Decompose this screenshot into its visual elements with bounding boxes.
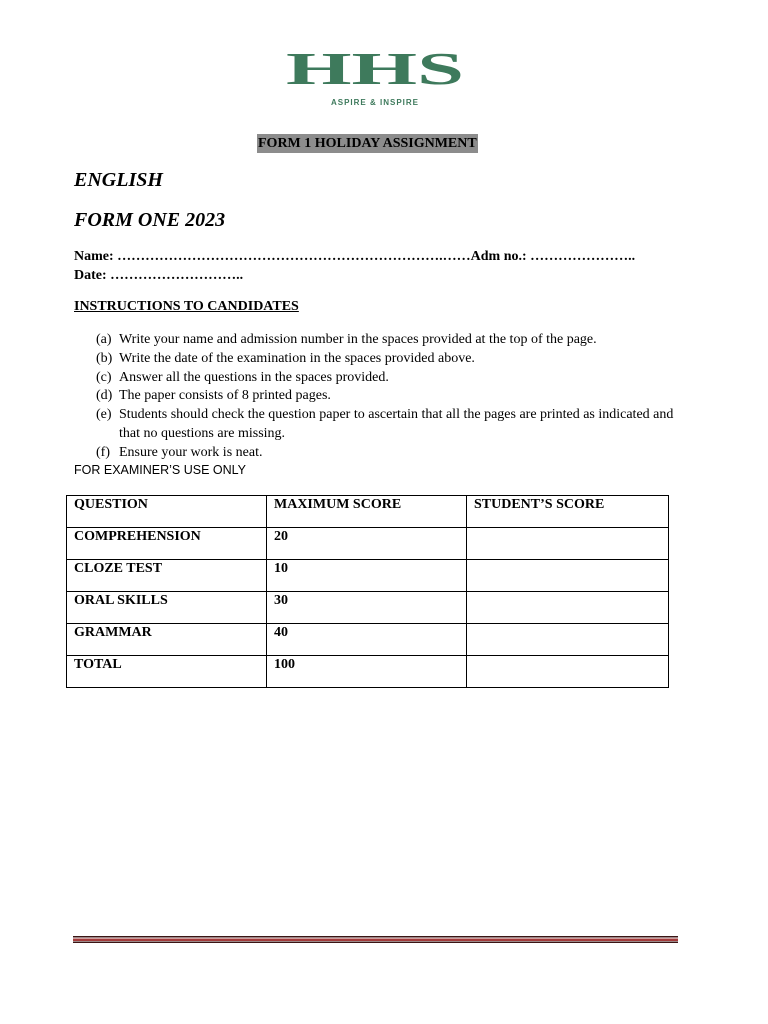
max-score-cell: 30 [267, 592, 467, 624]
instruction-text: Write your name and admission number in the spaces provided at the top of the page. [119, 332, 597, 347]
question-cell: TOTAL [67, 656, 267, 688]
assignment-banner: FORM 1 HOLIDAY ASSIGNMENT [258, 136, 477, 151]
footer-rule [73, 936, 678, 943]
logo-motto: ASPIRE & INSPIRE [330, 98, 420, 107]
instructions-list [96, 331, 676, 463]
table-header-row [67, 496, 669, 528]
header-cell: STUDENT’S SCORE [467, 496, 669, 528]
date-field: Date: ……………………….. [74, 268, 244, 283]
student-score-cell[interactable] [467, 560, 669, 592]
instruction-marker: (e) [96, 407, 112, 423]
instructions-heading: INSTRUCTIONS TO CANDIDATES [74, 299, 299, 314]
table-row [67, 656, 669, 688]
max-score-cell: 100 [267, 656, 467, 688]
footer-rule-dark [73, 936, 678, 938]
header-cell: MAXIMUM SCORE [267, 496, 467, 528]
instruction-text: Answer all the questions in the spaces provided. [119, 369, 389, 385]
question-cell: CLOZE TEST [67, 560, 267, 592]
instruction-marker: (a) [96, 332, 112, 347]
max-score-cell: 40 [267, 624, 467, 656]
instruction-text: Students should check the question paper to ascertain that all the pages are printed as indicated and that no questions are missing. [119, 407, 674, 441]
instruction-text: Ensure your work is neat. [119, 444, 263, 460]
student-score-cell[interactable] [467, 656, 669, 688]
table-row [67, 592, 669, 624]
instruction-marker: (d) [96, 388, 113, 404]
student-score-cell[interactable] [467, 528, 669, 560]
student-score-cell[interactable] [467, 592, 669, 624]
instruction-marker: (c) [96, 369, 112, 385]
instruction-item [96, 331, 676, 350]
instruction-marker: (f) [96, 444, 110, 460]
footer-rule-red [73, 939, 678, 942]
question-cell: ORAL SKILLS [67, 592, 267, 624]
score-table [66, 495, 669, 688]
instruction-item [96, 387, 676, 406]
name-adm-field: Name: …………………………………………………………….……Adm no.: ………………….. [74, 249, 636, 264]
question-cell: GRAMMAR [67, 624, 267, 656]
instruction-item [96, 350, 676, 369]
school-logo [284, 40, 466, 110]
student-score-cell[interactable] [467, 624, 669, 656]
subject-title: ENGLISH [74, 169, 163, 191]
instruction-text: The paper consists of 8 printed pages. [119, 388, 331, 404]
table-row [67, 528, 669, 560]
logo-letters: HHS [286, 43, 464, 94]
form-title: FORM ONE 2023 [74, 209, 226, 231]
table-row [67, 560, 669, 592]
examiner-use-label: FOR EXAMINER’S USE ONLY [74, 463, 247, 477]
instruction-text: Write the date of the examination in the spaces provided above. [119, 350, 475, 366]
instruction-item [96, 406, 676, 444]
instruction-marker: (b) [96, 350, 113, 366]
table-row [67, 624, 669, 656]
footer-rule-dark [73, 942, 678, 944]
max-score-cell: 10 [267, 560, 467, 592]
header-cell: QUESTION [67, 496, 267, 528]
max-score-cell: 20 [267, 528, 467, 560]
instruction-item [96, 444, 676, 463]
instruction-item [96, 369, 676, 388]
question-cell: COMPREHENSION [67, 528, 267, 560]
